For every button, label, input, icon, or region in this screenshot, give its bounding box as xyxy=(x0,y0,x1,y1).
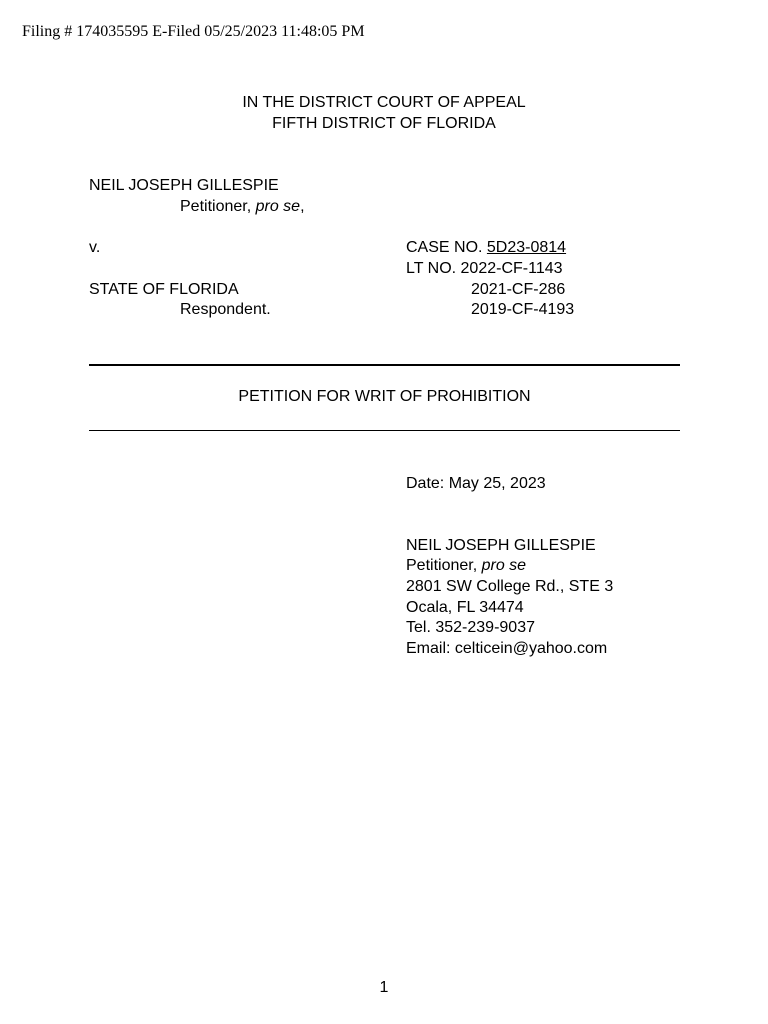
signature-role xyxy=(406,556,526,577)
signature-address-line-1: 2801 SW College Rd., STE 3 xyxy=(406,578,614,595)
signature-email: Email: celticein@yahoo.com xyxy=(406,640,608,657)
signature-telephone: Tel. 352-239-9037 xyxy=(406,619,535,636)
petitioner-role xyxy=(180,197,305,218)
petitioner-name: NEIL JOSEPH GILLESPIE xyxy=(89,177,279,194)
signature-role-pro-se: pro se xyxy=(481,557,527,574)
versus-label: v. xyxy=(89,239,101,256)
signature-address-line-2: Ocala, FL 34474 xyxy=(406,599,524,616)
case-number-value: 5D23-0814 xyxy=(486,239,567,256)
filing-date: Date: May 25, 2023 xyxy=(406,475,546,492)
lower-tribunal-label: LT NO. xyxy=(406,260,461,277)
signature-name: NEIL JOSEPH GILLESPIE xyxy=(406,537,596,554)
petitioner-role-suffix: , xyxy=(300,198,305,215)
page-number: 1 xyxy=(379,979,389,996)
lower-tribunal-number xyxy=(406,259,563,280)
case-number-label: CASE NO. xyxy=(406,239,487,256)
title-top-rule xyxy=(89,364,680,366)
petitioner-role-prefix: Petitioner, xyxy=(180,198,256,215)
court-name-line-1: IN THE DISTRICT COURT OF APPEAL xyxy=(242,94,526,111)
lower-tribunal-number-2: 2021-CF-286 xyxy=(471,281,566,298)
respondent-name: STATE OF FLORIDA xyxy=(89,281,239,298)
petitioner-role-pro-se: pro se xyxy=(255,198,301,215)
signature-role-prefix: Petitioner, xyxy=(406,557,482,574)
document-title: PETITION FOR WRIT OF PROHIBITION xyxy=(238,388,531,405)
title-bottom-rule xyxy=(89,430,680,431)
court-name-line-2: FIFTH DISTRICT OF FLORIDA xyxy=(272,115,496,132)
lower-tribunal-number-1: 2022-CF-1143 xyxy=(460,260,563,277)
respondent-role: Respondent. xyxy=(180,301,271,318)
lower-tribunal-number-3: 2019-CF-4193 xyxy=(471,301,575,318)
filing-header: Filing # 174035595 E-Filed 05/25/2023 11:48:05 PM xyxy=(22,23,365,40)
case-number xyxy=(406,238,566,259)
